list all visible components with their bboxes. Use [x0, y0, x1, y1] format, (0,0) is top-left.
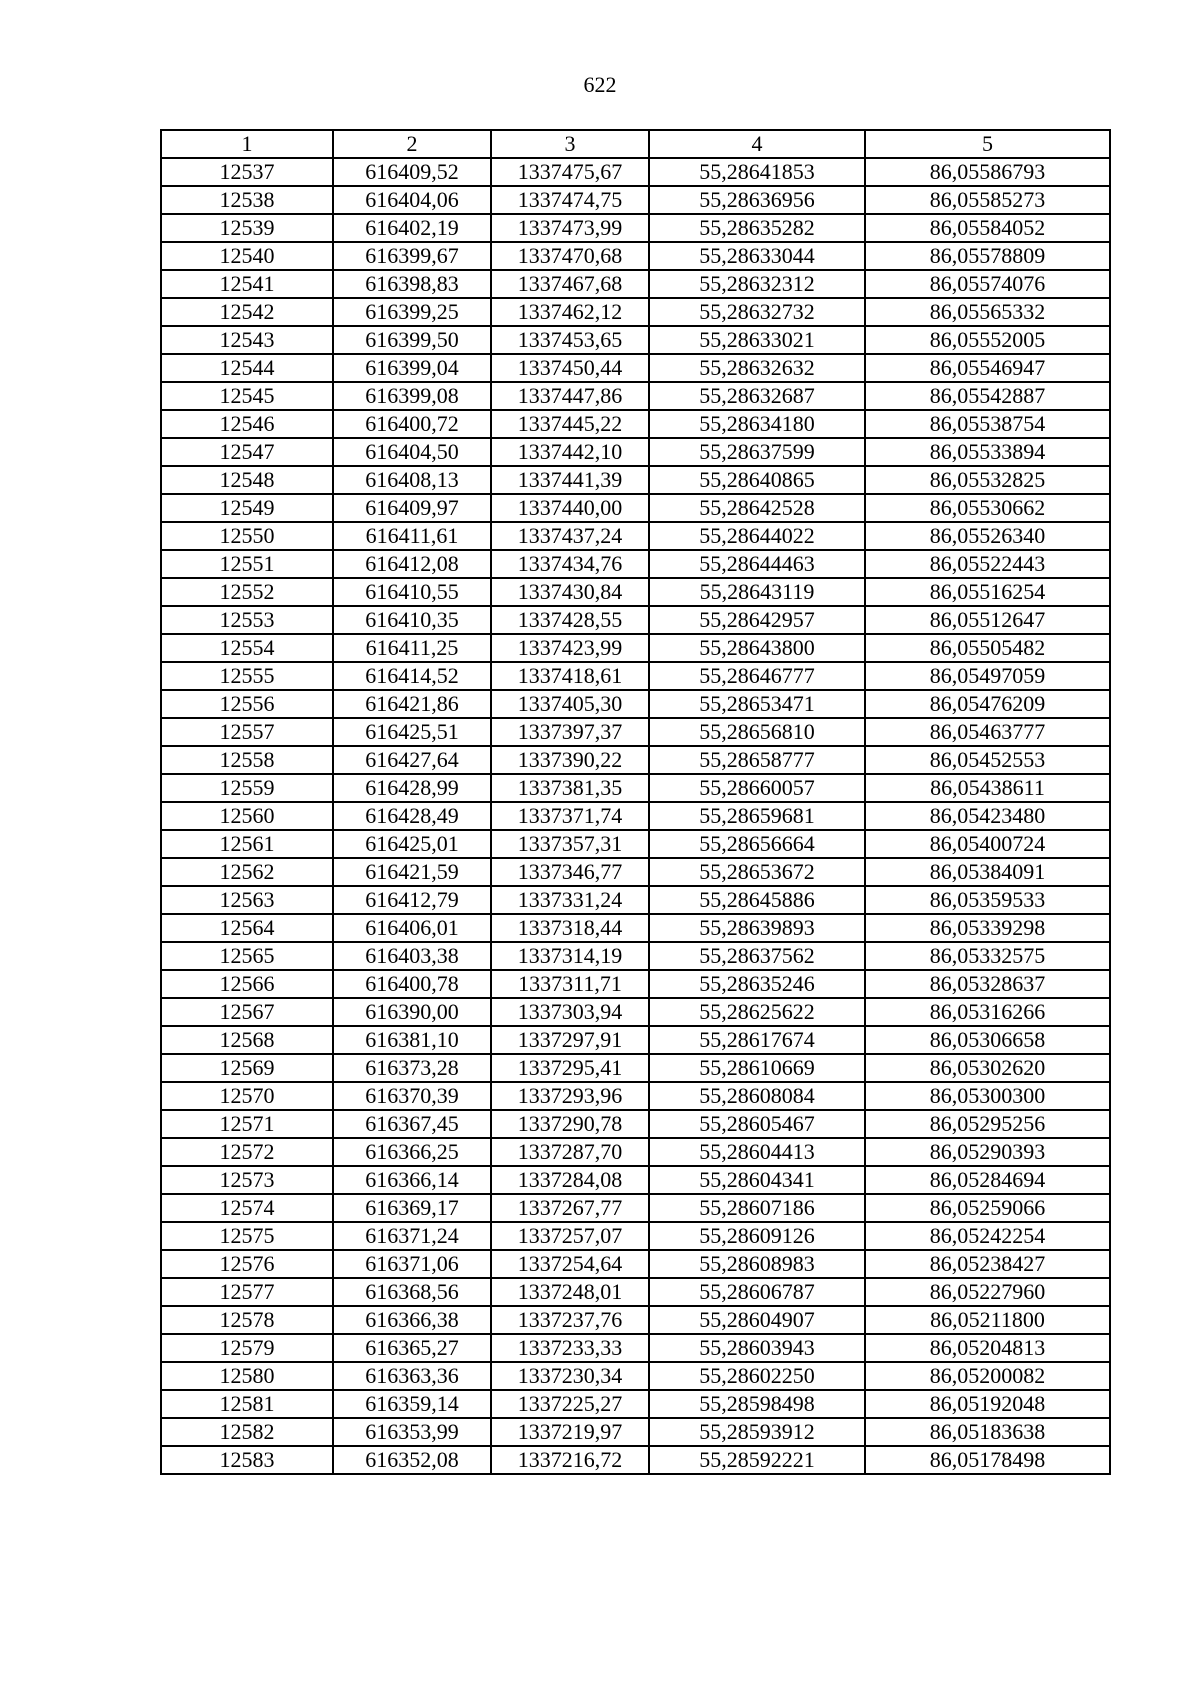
table-cell: 55,28610669: [649, 1054, 865, 1082]
table-cell: 1337390,22: [491, 746, 649, 774]
table-cell: 55,28605467: [649, 1110, 865, 1138]
table-cell: 55,28632632: [649, 354, 865, 382]
table-cell: 86,05227960: [865, 1278, 1110, 1306]
table-cell: 616410,35: [333, 606, 491, 634]
table-row: [161, 1082, 1110, 1110]
table-row: [161, 578, 1110, 606]
table-cell: 12539: [161, 214, 333, 242]
table-cell: 1337445,22: [491, 410, 649, 438]
table-cell: 86,05512647: [865, 606, 1110, 634]
table-cell: 86,05384091: [865, 858, 1110, 886]
table-cell: 1337405,30: [491, 690, 649, 718]
table-cell: 55,28643800: [649, 634, 865, 662]
table-cell: 1337430,84: [491, 578, 649, 606]
table-cell: 616404,50: [333, 438, 491, 466]
table-cell: 86,05423480: [865, 802, 1110, 830]
table-cell: 86,05552005: [865, 326, 1110, 354]
coordinates-table: [160, 129, 1111, 1475]
table-cell: 12550: [161, 522, 333, 550]
table-cell: 616366,38: [333, 1306, 491, 1334]
table-cell: 616427,64: [333, 746, 491, 774]
table-cell: 1337357,31: [491, 830, 649, 858]
table-cell: 616428,49: [333, 802, 491, 830]
table-cell: 12555: [161, 662, 333, 690]
table-cell: 86,05538754: [865, 410, 1110, 438]
table-cell: 1337233,33: [491, 1334, 649, 1362]
table-cell: 55,28646777: [649, 662, 865, 690]
table-cell: 55,28644022: [649, 522, 865, 550]
table-cell: 12558: [161, 746, 333, 774]
page-number: 622: [583, 72, 617, 97]
table-row: [161, 1138, 1110, 1166]
table-row: [161, 410, 1110, 438]
table-cell: 12579: [161, 1334, 333, 1362]
table-cell: 86,05516254: [865, 578, 1110, 606]
table-cell: 12541: [161, 270, 333, 298]
table-cell: 55,28636956: [649, 186, 865, 214]
table-cell: 55,28633044: [649, 242, 865, 270]
table-row: [161, 466, 1110, 494]
table-cell: 86,05211800: [865, 1306, 1110, 1334]
table-cell: 1337440,00: [491, 494, 649, 522]
table-cell: 1337290,78: [491, 1110, 649, 1138]
table-cell: 12567: [161, 998, 333, 1026]
table-cell: 55,28639893: [649, 914, 865, 942]
table-cell: 616412,79: [333, 886, 491, 914]
table-row: [161, 354, 1110, 382]
table-cell: 616398,83: [333, 270, 491, 298]
table-cell: 616403,38: [333, 942, 491, 970]
table-cell: 55,28635282: [649, 214, 865, 242]
table-row: [161, 382, 1110, 410]
table-cell: 12580: [161, 1362, 333, 1390]
table-cell: 616411,61: [333, 522, 491, 550]
table-row: [161, 298, 1110, 326]
table-row: [161, 1194, 1110, 1222]
table-cell: 616381,10: [333, 1026, 491, 1054]
table-cell: 12545: [161, 382, 333, 410]
table-row: [161, 270, 1110, 298]
table-cell: 12571: [161, 1110, 333, 1138]
table-cell: 86,05302620: [865, 1054, 1110, 1082]
table-cell: 12537: [161, 158, 333, 186]
table-cell: 12540: [161, 242, 333, 270]
table-cell: 86,05204813: [865, 1334, 1110, 1362]
table-cell: 616366,25: [333, 1138, 491, 1166]
table-cell: 55,28617674: [649, 1026, 865, 1054]
table-cell: 86,05586793: [865, 158, 1110, 186]
table-cell: 1337423,99: [491, 634, 649, 662]
table-cell: 1337453,65: [491, 326, 649, 354]
table-cell: 55,28634180: [649, 410, 865, 438]
table-cell: 55,28593912: [649, 1418, 865, 1446]
table-cell: 1337314,19: [491, 942, 649, 970]
table-row: [161, 242, 1110, 270]
table-row: [161, 1054, 1110, 1082]
table-cell: 1337293,96: [491, 1082, 649, 1110]
table-cell: 1337267,77: [491, 1194, 649, 1222]
table-cell: 55,28641853: [649, 158, 865, 186]
table-cell: 86,05542887: [865, 382, 1110, 410]
table-cell: 12542: [161, 298, 333, 326]
table-row: [161, 886, 1110, 914]
table-cell: 86,05574076: [865, 270, 1110, 298]
table-cell: 86,05300300: [865, 1082, 1110, 1110]
table-cell: 616410,55: [333, 578, 491, 606]
table-row: [161, 942, 1110, 970]
table-cell: 616412,08: [333, 550, 491, 578]
table-cell: 1337257,07: [491, 1222, 649, 1250]
table-cell: 616367,45: [333, 1110, 491, 1138]
table-cell: 55,28658777: [649, 746, 865, 774]
table-cell: 1337428,55: [491, 606, 649, 634]
table-cell: 616399,50: [333, 326, 491, 354]
table-cell: 12549: [161, 494, 333, 522]
table-row: [161, 746, 1110, 774]
table-cell: 86,05546947: [865, 354, 1110, 382]
table-cell: 1337295,41: [491, 1054, 649, 1082]
table-cell: 1337303,94: [491, 998, 649, 1026]
table-cell: 616428,99: [333, 774, 491, 802]
table-cell: 12572: [161, 1138, 333, 1166]
table-row: [161, 1250, 1110, 1278]
table-cell: 12538: [161, 186, 333, 214]
table-row: [161, 1418, 1110, 1446]
table-cell: 1337331,24: [491, 886, 649, 914]
table-cell: 55,28625622: [649, 998, 865, 1026]
table-cell: 12568: [161, 1026, 333, 1054]
table-cell: 12577: [161, 1278, 333, 1306]
table-cell: 55,28592221: [649, 1446, 865, 1474]
table-cell: 12582: [161, 1418, 333, 1446]
table-cell: 1337450,44: [491, 354, 649, 382]
table-row: [161, 718, 1110, 746]
table-cell: 55,28632312: [649, 270, 865, 298]
table-cell: 616421,86: [333, 690, 491, 718]
table-cell: 86,05284694: [865, 1166, 1110, 1194]
table-cell: 616399,08: [333, 382, 491, 410]
table-cell: 616366,14: [333, 1166, 491, 1194]
table-cell: 55,28603943: [649, 1334, 865, 1362]
table-cell: 1337467,68: [491, 270, 649, 298]
table-row: [161, 1390, 1110, 1418]
table-cell: 55,28640865: [649, 466, 865, 494]
table-cell: 1337434,76: [491, 550, 649, 578]
table-row: [161, 438, 1110, 466]
table-row: [161, 1446, 1110, 1474]
table-cell: 86,05532825: [865, 466, 1110, 494]
table-cell: 616409,97: [333, 494, 491, 522]
table-row: [161, 774, 1110, 802]
table-cell: 616370,39: [333, 1082, 491, 1110]
table-cell: 12574: [161, 1194, 333, 1222]
table-cell: 616365,27: [333, 1334, 491, 1362]
table-row: [161, 1334, 1110, 1362]
table-cell: 55,28645886: [649, 886, 865, 914]
table-cell: 616402,19: [333, 214, 491, 242]
table-cell: 12561: [161, 830, 333, 858]
table-cell: 86,05584052: [865, 214, 1110, 242]
table-cell: 12570: [161, 1082, 333, 1110]
table-cell: 55,28632732: [649, 298, 865, 326]
table-cell: 12547: [161, 438, 333, 466]
table-cell: 55,28633021: [649, 326, 865, 354]
table-cell: 86,05306658: [865, 1026, 1110, 1054]
table-cell: 1337219,97: [491, 1418, 649, 1446]
table-cell: 1337470,68: [491, 242, 649, 270]
table-row: [161, 858, 1110, 886]
table-cell: 55,28604907: [649, 1306, 865, 1334]
table-cell: 86,05565332: [865, 298, 1110, 326]
table-cell: 1337381,35: [491, 774, 649, 802]
table-cell: 1337248,01: [491, 1278, 649, 1306]
table-cell: 86,05476209: [865, 690, 1110, 718]
table-cell: 616408,13: [333, 466, 491, 494]
table-cell: 86,05339298: [865, 914, 1110, 942]
table-cell: 86,05178498: [865, 1446, 1110, 1474]
table-cell: 12565: [161, 942, 333, 970]
table-cell: 1337284,08: [491, 1166, 649, 1194]
table-cell: 616353,99: [333, 1418, 491, 1446]
table-cell: 616400,78: [333, 970, 491, 998]
table-row: [161, 494, 1110, 522]
table-cell: 12556: [161, 690, 333, 718]
table-cell: 1337318,44: [491, 914, 649, 942]
table-cell: 616409,52: [333, 158, 491, 186]
table-header-row: [161, 130, 1110, 158]
table-cell: 12560: [161, 802, 333, 830]
table-cell: 86,05533894: [865, 438, 1110, 466]
table-cell: 86,05438611: [865, 774, 1110, 802]
table-cell: 1337237,76: [491, 1306, 649, 1334]
column-header: 5: [865, 130, 1110, 158]
table-cell: 616371,06: [333, 1250, 491, 1278]
table-row: [161, 1222, 1110, 1250]
table-row: [161, 550, 1110, 578]
table-row: [161, 1166, 1110, 1194]
table-cell: 12566: [161, 970, 333, 998]
table-cell: 86,05332575: [865, 942, 1110, 970]
table-row: [161, 1278, 1110, 1306]
table-row: [161, 662, 1110, 690]
table-cell: 86,05259066: [865, 1194, 1110, 1222]
table-cell: 616359,14: [333, 1390, 491, 1418]
table-cell: 55,28632687: [649, 382, 865, 410]
table-cell: 55,28602250: [649, 1362, 865, 1390]
table-cell: 55,28656810: [649, 718, 865, 746]
table-cell: 1337371,74: [491, 802, 649, 830]
table-cell: 55,28642957: [649, 606, 865, 634]
table-row: [161, 914, 1110, 942]
table-cell: 12554: [161, 634, 333, 662]
table-cell: 1337346,77: [491, 858, 649, 886]
table-cell: 86,05505482: [865, 634, 1110, 662]
table-cell: 1337397,37: [491, 718, 649, 746]
table-cell: 86,05290393: [865, 1138, 1110, 1166]
table-cell: 1337418,61: [491, 662, 649, 690]
table-cell: 86,05238427: [865, 1250, 1110, 1278]
table-cell: 616411,25: [333, 634, 491, 662]
table-cell: 12553: [161, 606, 333, 634]
table-cell: 616404,06: [333, 186, 491, 214]
table-cell: 86,05328637: [865, 970, 1110, 998]
table-cell: 55,28635246: [649, 970, 865, 998]
table-cell: 12576: [161, 1250, 333, 1278]
table-row: [161, 802, 1110, 830]
table-cell: 86,05316266: [865, 998, 1110, 1026]
table-cell: 55,28608983: [649, 1250, 865, 1278]
table-cell: 86,05578809: [865, 242, 1110, 270]
table-cell: 55,28606787: [649, 1278, 865, 1306]
table-cell: 12559: [161, 774, 333, 802]
table-cell: 86,05295256: [865, 1110, 1110, 1138]
table-cell: 12573: [161, 1166, 333, 1194]
table-cell: 55,28604341: [649, 1166, 865, 1194]
column-header: 4: [649, 130, 865, 158]
table-cell: 1337254,64: [491, 1250, 649, 1278]
table-cell: 12569: [161, 1054, 333, 1082]
table-cell: 616390,00: [333, 998, 491, 1026]
table-cell: 55,28643119: [649, 578, 865, 606]
table-cell: 616406,01: [333, 914, 491, 942]
table-row: [161, 326, 1110, 354]
table-cell: 616369,17: [333, 1194, 491, 1222]
table-cell: 616414,52: [333, 662, 491, 690]
table-cell: 1337311,71: [491, 970, 649, 998]
table-cell: 86,05452553: [865, 746, 1110, 774]
table-cell: 86,05526340: [865, 522, 1110, 550]
table-cell: 55,28604413: [649, 1138, 865, 1166]
table-cell: 1337216,72: [491, 1446, 649, 1474]
table-cell: 55,28609126: [649, 1222, 865, 1250]
table-cell: 616399,25: [333, 298, 491, 326]
table-cell: 86,05183638: [865, 1418, 1110, 1446]
table-cell: 55,28637599: [649, 438, 865, 466]
table-row: [161, 1110, 1110, 1138]
table-cell: 616421,59: [333, 858, 491, 886]
table-cell: 12548: [161, 466, 333, 494]
table-cell: 55,28653471: [649, 690, 865, 718]
table-row: [161, 214, 1110, 242]
table-cell: 12583: [161, 1446, 333, 1474]
table-cell: 616399,04: [333, 354, 491, 382]
table-cell: 55,28659681: [649, 802, 865, 830]
column-header: 1: [161, 130, 333, 158]
table-cell: 86,05522443: [865, 550, 1110, 578]
table-cell: 86,05585273: [865, 186, 1110, 214]
table-cell: 1337437,24: [491, 522, 649, 550]
table-row: [161, 522, 1110, 550]
table-row: [161, 1362, 1110, 1390]
table-cell: 1337297,91: [491, 1026, 649, 1054]
table-cell: 55,28607186: [649, 1194, 865, 1222]
table-cell: 12581: [161, 1390, 333, 1418]
table-cell: 86,05359533: [865, 886, 1110, 914]
table-cell: 12544: [161, 354, 333, 382]
table-cell: 1337441,39: [491, 466, 649, 494]
table-cell: 86,05497059: [865, 662, 1110, 690]
table-cell: 86,05242254: [865, 1222, 1110, 1250]
table-cell: 55,28637562: [649, 942, 865, 970]
table-cell: 616425,01: [333, 830, 491, 858]
table-cell: 55,28656664: [649, 830, 865, 858]
table-body: [161, 158, 1110, 1474]
table-row: [161, 1026, 1110, 1054]
table-cell: 1337462,12: [491, 298, 649, 326]
table-cell: 1337473,99: [491, 214, 649, 242]
table-cell: 86,05463777: [865, 718, 1110, 746]
table-cell: 55,28608084: [649, 1082, 865, 1110]
table-row: [161, 830, 1110, 858]
table-cell: 616400,72: [333, 410, 491, 438]
table-row: [161, 158, 1110, 186]
table-cell: 616425,51: [333, 718, 491, 746]
table-cell: 55,28644463: [649, 550, 865, 578]
table-cell: 55,28660057: [649, 774, 865, 802]
table-cell: 55,28642528: [649, 494, 865, 522]
table-cell: 12564: [161, 914, 333, 942]
table-cell: 616371,24: [333, 1222, 491, 1250]
table-cell: 12562: [161, 858, 333, 886]
table-cell: 86,05530662: [865, 494, 1110, 522]
table-cell: 616368,56: [333, 1278, 491, 1306]
table-cell: 616399,67: [333, 242, 491, 270]
table-cell: 12575: [161, 1222, 333, 1250]
table-cell: 1337230,34: [491, 1362, 649, 1390]
table-cell: 12557: [161, 718, 333, 746]
table-cell: 55,28653672: [649, 858, 865, 886]
table-cell: 12552: [161, 578, 333, 606]
table-row: [161, 690, 1110, 718]
table-cell: 12578: [161, 1306, 333, 1334]
table-cell: 616352,08: [333, 1446, 491, 1474]
table-row: [161, 998, 1110, 1026]
table-row: [161, 186, 1110, 214]
table-cell: 1337442,10: [491, 438, 649, 466]
table-cell: 1337475,67: [491, 158, 649, 186]
table-cell: 86,05192048: [865, 1390, 1110, 1418]
table-cell: 12543: [161, 326, 333, 354]
table-cell: 1337474,75: [491, 186, 649, 214]
table-row: [161, 606, 1110, 634]
table-cell: 12563: [161, 886, 333, 914]
table-row: [161, 634, 1110, 662]
table-cell: 1337225,27: [491, 1390, 649, 1418]
table-row: [161, 970, 1110, 998]
table-cell: 86,05200082: [865, 1362, 1110, 1390]
table-cell: 12546: [161, 410, 333, 438]
table-cell: 616363,36: [333, 1362, 491, 1390]
table-cell: 1337287,70: [491, 1138, 649, 1166]
table-cell: 12551: [161, 550, 333, 578]
table-cell: 616373,28: [333, 1054, 491, 1082]
table-row: [161, 1306, 1110, 1334]
table-cell: 86,05400724: [865, 830, 1110, 858]
table-cell: 55,28598498: [649, 1390, 865, 1418]
table-cell: 1337447,86: [491, 382, 649, 410]
column-header: 3: [491, 130, 649, 158]
column-header: 2: [333, 130, 491, 158]
